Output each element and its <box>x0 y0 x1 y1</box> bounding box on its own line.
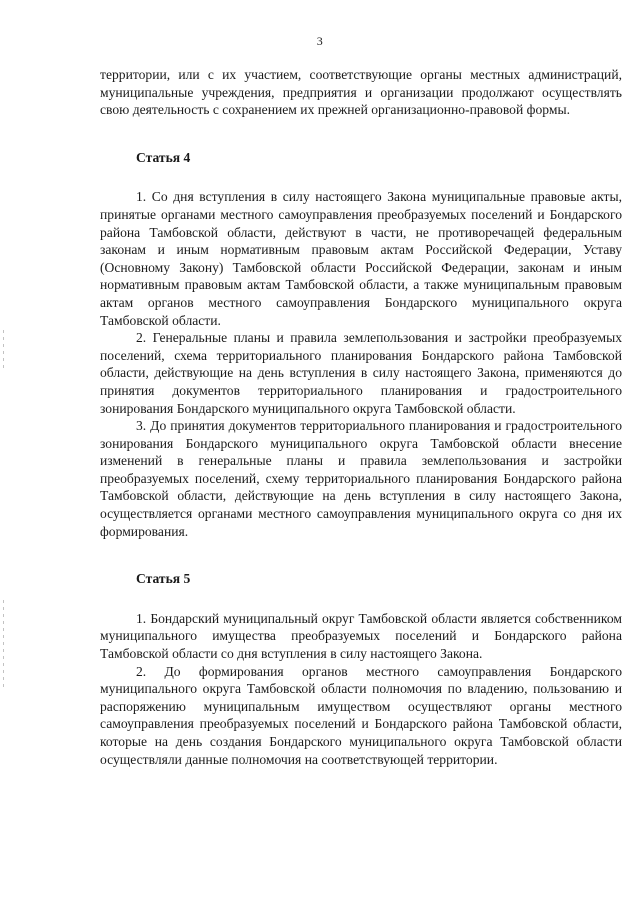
article-4-paragraph-1: 1. Со дня вступления в силу настоящего Закона муниципальные правовые акты, принятые органами местного самоуправления преобразуемых поселений и Бондарского района Тамбовской области, действуют в части, не противоречащей федеральным законам и иным нормативным правовым актам Российской Федерации, Уставу (Основному Закону) Тамбовской области Российской Федерации, законам и иным нормативным правовым актам Тамбовской области, а также муниципальным правовым актам органов местного самоуправления Бондарского муниципального округа Тамбовской области. <box>100 189 622 328</box>
document-body <box>100 66 622 768</box>
intro-paragraph: территории, или с их участием, соответствующие органы местных администраций, муниципальные учреждения, предприятия и организации продолжают осуществлять свою деятельность с сохранением их прежней организационно-правовой формы. <box>100 67 622 118</box>
scan-artifact <box>3 600 4 690</box>
article-5-heading: Статья 5 <box>136 571 191 587</box>
article-4-paragraph-3: 3. До принятия документов территориального планирования и градостроительного зонирования Бондарского муниципального округа Тамбовской области внесение изменений в генеральные планы и правила землепользования и застройки преобразуемых поселений, схему территориального планирования Бондарского района Тамбовской области, действующие на день вступления в силу настоящего Закона, осуществляется органами местного самоуправления муниципального округа со дня их формирования. <box>100 418 622 539</box>
article-5-paragraph-2: 2. До формирования органов местного самоуправления Бондарского муниципального округа Тамбовской области полномочия по владению, пользованию и распоряжению муниципальным имуществом осуществляют органы местного самоуправления преобразуемых поселений и Бондарского района Тамбовской области, которые на день создания Бондарского муниципального округа Тамбовской области осуществляли данные полномочия на соответствующей территории. <box>100 663 622 767</box>
scan-artifact <box>3 330 4 370</box>
article-5-paragraph-1: 1. Бондарский муниципальный округ Тамбовской области является собственником муниципального имущества преобразуемых поселений и Бондарского района Тамбовской области со дня вступления в силу настоящего Закона. <box>100 610 622 662</box>
article-4-paragraph-2: 2. Генеральные планы и правила землепользования и застройки преобразуемых поселений, схема территориального планирования Бондарского района Тамбовской области, действующие на день вступления в силу настоящего Закона, применяются до принятия документов территориального планирования и градостроительного зонирования Бондарского муниципального округа Тамбовской области. <box>100 330 622 416</box>
page-number: 3 <box>316 34 324 48</box>
article-4-heading: Статья 4 <box>136 149 191 165</box>
